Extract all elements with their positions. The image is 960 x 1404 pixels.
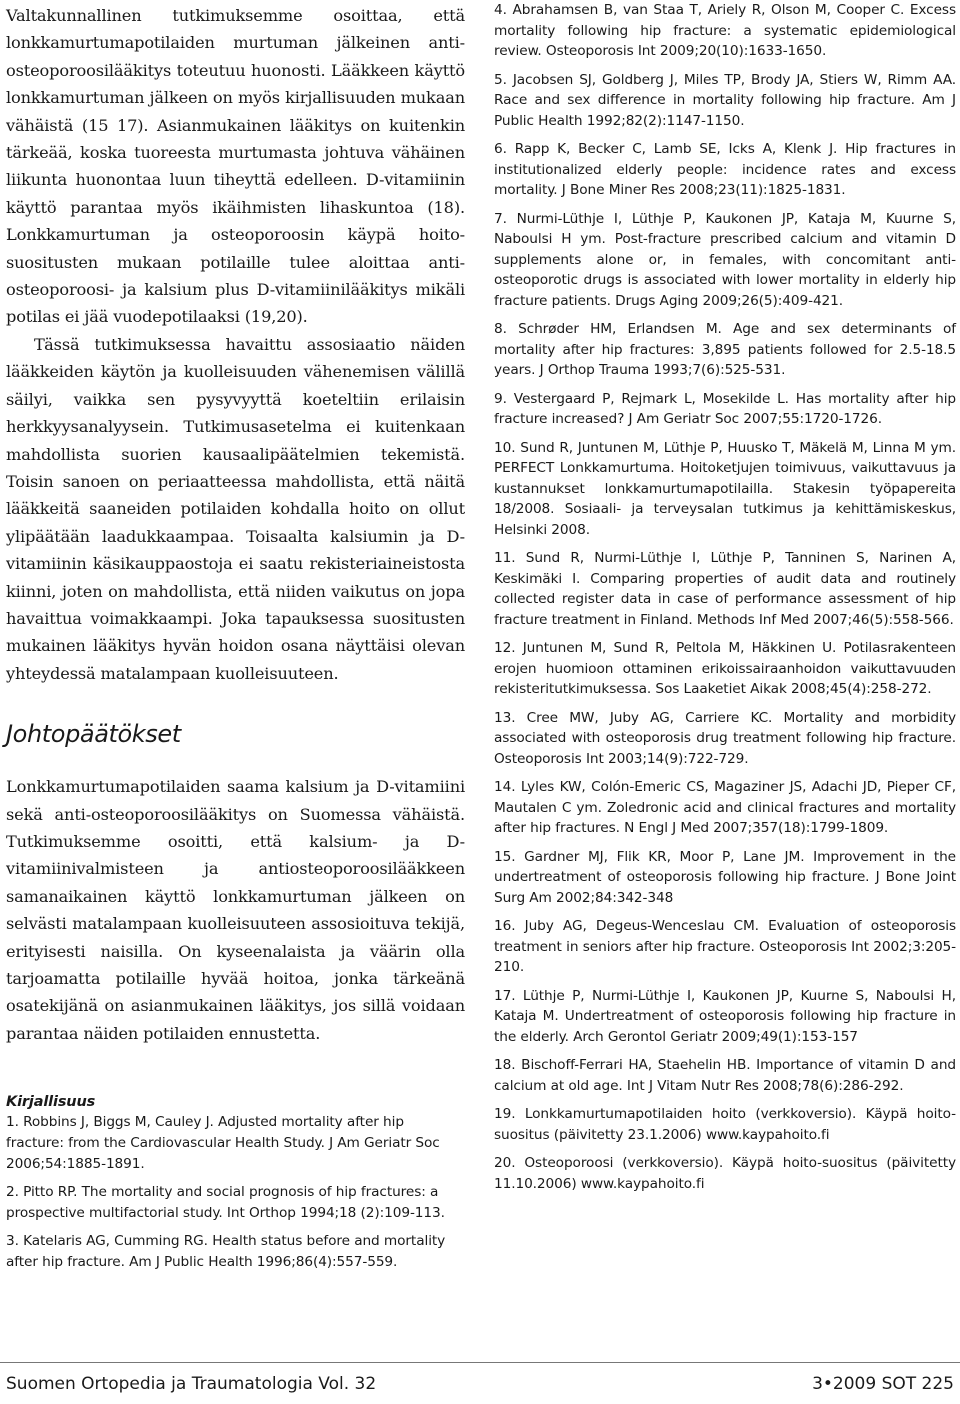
conclusions-heading: Johtopäätökset [6,720,181,749]
references-title: Kirjallisuus [6,1094,96,1111]
reference-item-9: 9. Vestergaard P, Rejmark L, Mosekilde L. Has mortality after hip fracture increased? J Am Geriatr Soc 2007;55:1720-1726. [494,390,956,427]
reference-item-3: 3. Katelaris AG, Cumming RG. Health status before and mortality after hip fracture. Am J Public Health 1996;86(4):557-559. [6,1233,446,1271]
footer-divider [0,1362,960,1363]
conclusions-paragraph: Lonkkamurtumapotilaiden saama kalsium ja D-vitamiini sekä anti-osteoporoosilääkitys on Suomessa vähäistä. Tutkimuksemme osoitti, että kalsium- ja D-vitamiinivalmisteen ja antiosteoporoosilääkkeen samanaikainen käyttö lonkkamurtuman jälkeen on selvästi matalampaan kuolleisuuteen assosioituva tekijä, erityisesti naisilla. On kyseenalaista ja väärin olla tarjoamatta potilaille hyvää hoitoa, jonka tärkeänä osatekijänä on asianmukainen lääkitys, jos sillä voidaan parantaa näiden potilaiden ennustetta. [6,777,465,1043]
reference-item-5: 5. Jacobsen SJ, Goldberg J, Miles TP, Brody JA, Stiers W, Rimm AA. Race and sex difference in mortality following hip fracture. Am J Public Health 1992;82(2):1147-1150. [494,71,956,129]
right-column-references [494,0,956,1202]
reference-item-2: 2. Pitto RP. The mortality and social prognosis of hip fractures: a prospective multifactorial study. Int Orthop 1994;18 (2):109-113. [6,1184,445,1222]
footer-journal-title: Suomen Ortopedia ja Traumatologia Vol. 32 [6,1374,377,1394]
reference-item-1: 1. Robbins J, Biggs M, Cauley J. Adjusted mortality after hip fracture: from the Cardiovascular Health Study. J Am Geriatr Soc 2006;54:1885-1891. [6,1114,440,1173]
body-paragraph-2: Tässä tutkimuksessa havaittu assosiaatio näiden lääkkeiden käytön ja kuolleisuuden vähenemisen välillä säilyi, vaikka sen pysyvyyttä koeteltiin erilaisin herkkyysanalyysein. Tutkimusasetelma ei kuitenkaan mahdollista suorien kausaalipäätelmien tekemistä. Toisin sanoen on periaatteessa mahdollista, että näitä lääkkeitä saaneiden potilaiden kohdalla hoito on ollut ylipäätään laadukkaampaa. Toisaalta kalsiumin ja D-vitamiinin käsikauppaostoja ei saatu rekisteriaineistosta kiinni, joten on mahdollista, että niiden vaikutus on jopa havaittua voimakkaampi. Joka tapauksessa suositusten mukainen lääkitys hyvän hoidon osana näyttäisi olevan yhteydessä matalampaan kuolleisuuteen. [6,334,465,683]
left-column [6,2,465,1280]
reference-item-6: 6. Rapp K, Becker C, Lamb SE, Icks A, Klenk J. Hip fractures in institutionalized elderly people: incidence rates and excess mortality. J Bone Miner Res 2008;23(11):1825-1831. [494,141,956,198]
reference-item-17: 17. Lüthje P, Nurmi-Lüthje I, Kaukonen JP, Kuurne S, Naboulsi H, Kataja M. Undertreatment of osteoporosis following hip fracture in the elderly. Arch Gerontol Geriatr 2009;49(1):153-157 [494,987,956,1045]
reference-item-7: 7. Nurmi-Lüthje I, Lüthje P, Kaukonen JP, Kataja M, Kuurne S, Naboulsi H ym. Post-fracture prescribed calcium and vitamin D supplements alone or, in females, with concomitant anti-osteoporotic drugs is associated with lower mortality in elderly hip fracture patients. Drugs Aging 2009;26(5):409-421. [494,210,956,309]
reference-item-8: 8. Schrøder HM, Erlandsen M. Age and sex determinants of mortality after hip fractures: 3,895 patients followed for 2.5-18.5 years. J Orthop Trauma 1993;7(6):525-531. [494,321,956,378]
reference-item-15: 15. Gardner MJ, Flik KR, Moor P, Lane JM. Improvement in the undertreatment of osteoporosis following hip fracture. J Bone Joint Surg Am 2002;84:342-348 [494,848,956,906]
reference-item-10: 10. Sund R, Juntunen M, Lüthje P, Huusko T, Mäkelä M, Linna M ym. PERFECT Lonkkamurtuma. Hoitoketjujen toimivuus, vaikuttavuus ja kustannukset lonkkamurtumapotilailla. Stakesin työpapereita 18/2008. Sosiaali- ja terveysalan tutkimus ja kehittämiskeskus, Helsinki 2008. [494,439,956,538]
reference-item-4: 4. Abrahamsen B, van Staa T, Ariely R, Olson M, Cooper C. Excess mortality following hip fracture: a systematic epidemiological review. Osteoporosis Int 2009;20(10):1633-1650. [494,2,956,59]
footer-issue-page: 3•2009 SOT 225 [812,1374,954,1394]
reference-item-13: 13. Cree MW, Juby AG, Carriere KC. Mortality and morbidity associated with osteoporosis drug treatment following hip fracture. Osteoporosis Int 2003;14(9):722-729. [494,709,956,767]
reference-item-18: 18. Bischoff-Ferrari HA, Staehelin HB. Importance of vitamin D and calcium at old age. Int J Vitam Nutr Res 2008;78(6):286-292. [494,1057,956,1094]
reference-item-14: 14. Lyles KW, Colón-Emeric CS, Magaziner JS, Adachi JD, Pieper CF, Mautalen C ym. Zoledronic acid and clinical fractures and mortality after hip fractures. N Engl J Med 2007;357(18):1799-1809. [494,779,956,836]
reference-item-11: 11. Sund R, Nurmi-Lüthje I, Lüthje P, Tanninen S, Narinen A, Keskimäki I. Comparing properties of audit data and routinely collected register data in case of performance assessment of hip fracture treatment in Finland. Methods Inf Med 2007;46(5):558-566. [494,550,956,628]
body-paragraph-1: Valtakunnallinen tutkimuksemme osoittaa, että lonkkamurtumapotilaiden murtuman jälkeinen anti-osteoporoosilääkitys toteutuu huonosti. Lääkkeen käyttö lonkkamurtuman jälkeen on myös kirjallisuuden mukaan vähäistä (15 17). Asianmukainen lääkitys on kuitenkin tärkeää, koska tuoreesta murtumasta johtuva vähäinen liikunta huonontaa luun tiheyttä edelleen. D-vitamiinin käyttö parantaa myös ikäihmisten lihaskuntoa (18). Lonkkamurtuman ja osteoporoosin käypä hoito-suositusten mukaan potilaille tulee aloittaa anti-osteoporoosi- ja kalsium plus D-vitamiinilääkitys mikäli potilas ei jää vuodepotilaaksi (19,20). [6,6,465,327]
reference-item-16: 16. Juby AG, Degeus-Wenceslau CM. Evaluation of osteoporosis treatment in seniors after hip fracture. Osteoporosis Int 2002;3:205-210. [494,918,956,975]
reference-item-12: 12. Juntunen M, Sund R, Peltola M, Häkkinen U. Potilasrakenteen erojen huomioon ottaminen erikoissairaanhoidon vaikuttavuuden rekisteritutkimuksessa. Sos Laaketiet Aikak 2008;45(4):258-272. [494,640,956,697]
reference-item-19: 19. Lonkkamurtumapotilaiden hoito (verkkoversio). Käypä hoito-suositus (päivitetty 23.1.2006) www.kaypahoito.fi [494,1106,956,1143]
reference-item-20: 20. Osteoporoosi (verkkoversio). Käypä hoito-suositus (päivitetty 11.10.2006) www.kaypahoito.fi [494,1155,956,1192]
